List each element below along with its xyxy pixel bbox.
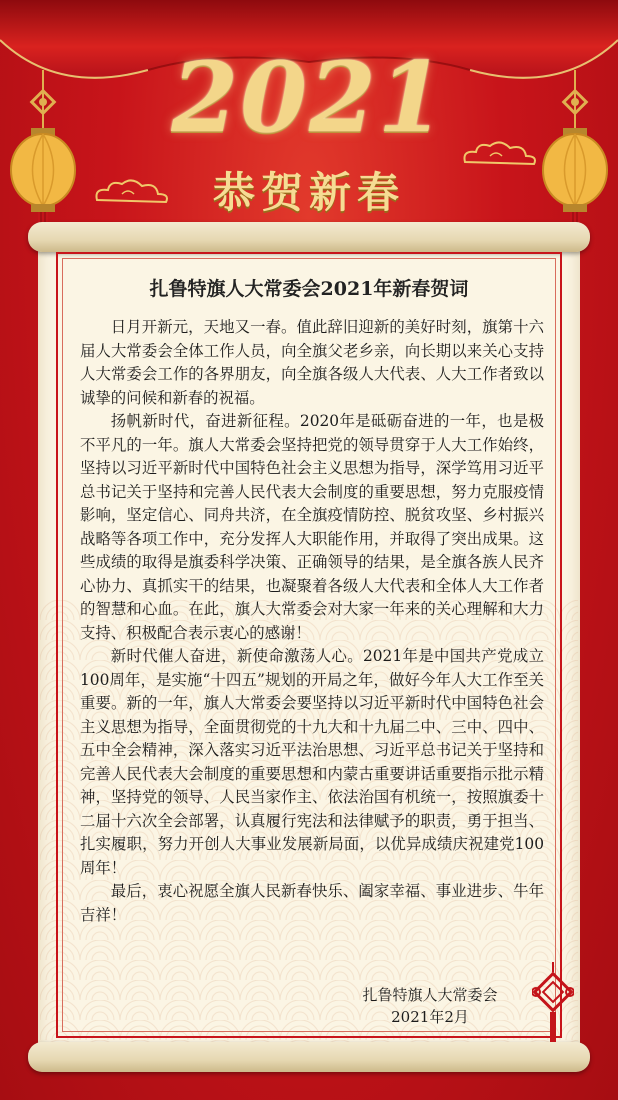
document-title: 扎鲁特旗人大常委会2021年新春贺词: [149, 278, 469, 300]
greeting-title: 恭贺新春: [212, 168, 405, 217]
document-body: [80, 316, 544, 927]
chinese-knot-icon: [532, 962, 574, 1046]
paragraph: 日月开新元，天地又一春。值此辞旧迎新的美好时刻，旗第十六届人大常委会全体工作人员，向全旗父老乡亲，向长期以来关心支持人大常委会工作的各界朋友，向全旗各级人大代表、人大工作者致以诚挚的问候和新春的祝福。: [80, 318, 544, 407]
signature-block: [330, 984, 530, 1028]
signature-org: 扎鲁特旗人大常委会: [362, 986, 498, 1004]
scroll-rod-top: [28, 222, 590, 252]
scroll-rod-bottom: [28, 1042, 590, 1072]
paragraph: 扬帆新时代，奋进新征程。2020年是砥砺奋进的一年，也是极不平凡的一年。旗人大常委会坚持把党的领导贯穿于人大工作始终，坚持以习近平新时代中国特色社会主义思想为指导，深学笃用习近平总书记关于坚持和完善人民代表大会制度的重要思想，努力克服疫情影响，坚定信心、同舟共济，在全旗疫情防控、脱贫攻坚、乡村振兴战略等各项工作中，充分发挥人大职能作用，并取得了突出成果。这些成绩的取得是旗委科学决策、正确领导的结果，是全旗各族人民齐心协力、真抓实干的结果，也凝聚着各级人大代表和全体人大工作者的智慧和心血。在此，旗人大常委会对大家一年来的关心理解和大力支持、积极配合表示衷心的感谢！: [80, 412, 544, 642]
paragraph: 最后，衷心祝愿全旗人民新春快乐、阖家幸福、事业进步、牛年吉祥！: [80, 882, 544, 924]
signature-date: 2021年2月: [391, 1008, 469, 1026]
paragraph: 新时代催人奋进，新使命激荡人心。2021年是中国共产党成立100周年，是实施“十四五”规划的开局之年，做好今年人大工作至关重要。新的一年，旗人大常委会要坚持以习近平新时代中国特色社会主义思想为指导，全面贯彻党的十九大和十九届二中、三中、四中、五中全会精神，深入落实习近平法治思想、习近平总书记关于坚持和完善人民代表大会制度的重要思想和内蒙古重要讲话重要指示批示精神，坚持党的领导、人民当家作主、依法治国有机统一，按照旗委十二届十六次全会部署，认真履行宪法和法律赋予的职责，勇于担当、扎实履职，努力开创人大事业发展新局面，以优异成绩庆祝建党100周年！: [80, 647, 544, 877]
year-title: 2021: [171, 41, 447, 154]
